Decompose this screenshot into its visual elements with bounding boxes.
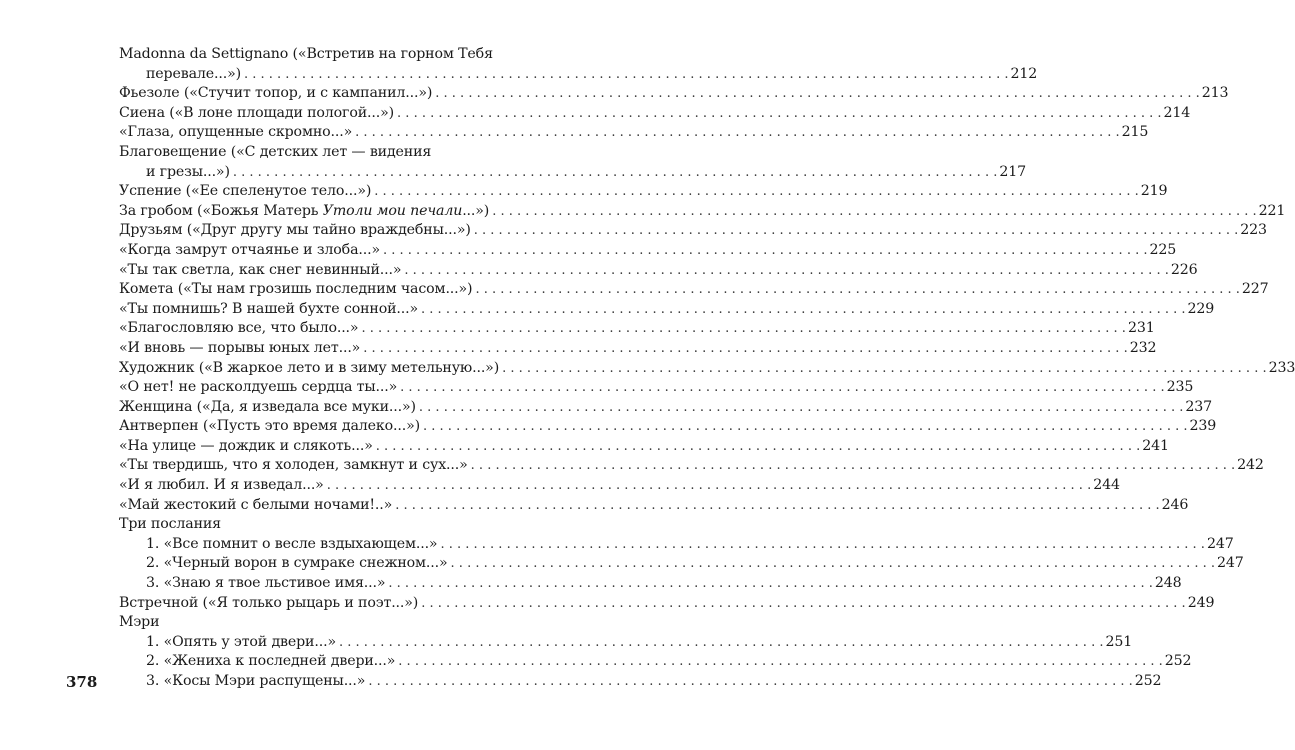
toc-entry-title: Антверпен («Пусть это время далеко...»): [119, 418, 421, 435]
toc-entry: [119, 65, 1038, 85]
toc-subentry: [119, 652, 1192, 672]
toc-entry-title: Комета («Ты нам грозишь последним часом...»): [119, 281, 473, 298]
toc-entry-title: перевале...»): [146, 65, 241, 82]
toc-entry: [119, 163, 1026, 183]
toc-subentry: [119, 535, 1234, 555]
toc-entry-title: «Ты так светла, как снег невинный...»: [119, 261, 402, 278]
toc-entry: [119, 104, 1191, 124]
table-of-contents: [119, 45, 1295, 692]
dot-leader: [404, 261, 1168, 281]
toc-page-number: 221: [1258, 202, 1286, 219]
dot-leader: [361, 319, 1125, 339]
toc-page-number: 217: [999, 163, 1026, 180]
dot-leader: [383, 241, 1147, 261]
toc-page-number: 241: [1142, 437, 1169, 454]
toc-page-number: 212: [1010, 65, 1038, 82]
dot-leader: [435, 84, 1199, 104]
toc-page-number: 231: [1127, 320, 1155, 337]
toc-entry-title: и грезы...»): [146, 163, 230, 180]
toc-page-number: 214: [1163, 104, 1191, 121]
toc-entry-line1: Благовещение («С детских лет — видения: [119, 143, 432, 160]
toc-page-number: 225: [1149, 241, 1177, 258]
toc-entry: [119, 300, 1215, 320]
dot-leader: [400, 378, 1164, 398]
toc-entry: [119, 84, 1229, 104]
dot-leader: [440, 535, 1204, 555]
toc-page-number: 249: [1187, 594, 1215, 611]
toc-entry-title: «Благословляю все, что было...»: [119, 320, 359, 337]
toc-page-number: 233: [1268, 359, 1295, 376]
toc-entry: [119, 280, 1269, 300]
toc-page-number: 223: [1240, 222, 1267, 239]
dot-leader: [397, 104, 1161, 124]
toc-entry-line1: Madonna da Settignano («Встретив на горном Тебя: [119, 46, 493, 62]
dot-leader: [423, 417, 1187, 437]
toc-subentry: [119, 574, 1182, 594]
section-heading: Три послания: [119, 516, 221, 533]
toc-entry-title: «Когда замрут отчаянье и злоба...»: [119, 241, 380, 258]
toc-entry-title: 3. «Косы Мэри распущены...»: [146, 673, 366, 689]
toc-page-number: 244: [1093, 477, 1120, 494]
toc-page-number: 229: [1187, 300, 1215, 317]
toc-page-number: 227: [1241, 281, 1269, 298]
toc-entry: [119, 496, 1189, 516]
toc-entry-title: [119, 202, 492, 222]
toc-page-number: 213: [1201, 85, 1229, 102]
toc-page-number: 247: [1206, 535, 1234, 552]
toc-entry: [119, 456, 1264, 476]
dot-leader: [244, 65, 1008, 85]
dot-leader: [492, 202, 1256, 222]
toc-entry: [119, 123, 1149, 143]
dot-leader: [421, 594, 1185, 614]
toc-subentry: [119, 672, 1162, 692]
title-part: ...»): [462, 202, 490, 219]
toc-entry: [119, 594, 1215, 614]
toc-entry-title: «Ты помнишь? В нашей бухте сонной...»: [119, 300, 419, 317]
title-part: За гробом («Божья Матерь: [119, 202, 323, 219]
toc-entry-title: 2. «Черный ворон в сумраке снежном...»: [146, 555, 448, 572]
toc-entry-title: «Глаза, опущенные скромно...»: [119, 124, 353, 141]
dot-leader: [395, 496, 1159, 516]
toc-entry: [119, 202, 1286, 222]
toc-entry-title: Женщина («Да, я изведала все муки...»): [119, 398, 416, 415]
toc-page-number: 232: [1129, 339, 1157, 356]
dot-leader: [451, 554, 1215, 574]
toc-entry-title: Сиена («В лоне площади пологой...»): [119, 104, 395, 121]
toc-page-number: 219: [1140, 183, 1168, 200]
toc-entry-title: Художник («В жаркое лето и в зиму метельную...»): [119, 359, 500, 376]
dot-leader: [376, 437, 1140, 457]
dot-leader: [355, 123, 1119, 143]
toc-entry: [119, 398, 1213, 418]
dot-leader: [421, 300, 1185, 320]
dot-leader: [374, 182, 1138, 202]
toc-entry: [119, 319, 1155, 339]
toc-entry-title: 1. «Все помнит о весле вздыхающем...»: [146, 535, 438, 552]
toc-page-number: 252: [1164, 653, 1192, 670]
toc-page-number: 246: [1161, 496, 1189, 513]
dot-leader: [388, 574, 1152, 594]
toc-page-number: 239: [1189, 418, 1217, 435]
dot-leader: [474, 221, 1238, 241]
toc-entry-title: «На улице — дождик и слякоть...»: [119, 437, 373, 454]
toc-entry: [119, 241, 1177, 261]
toc-subentry: [119, 554, 1244, 574]
dot-leader: [419, 398, 1183, 418]
toc-page-number: 247: [1217, 555, 1244, 572]
toc-entry-title: Фьезоле («Стучит топор, и с кампанил...»): [119, 85, 433, 102]
toc-entry-title: 2. «Жениха к последней двери...»: [146, 653, 396, 670]
dot-leader: [363, 339, 1127, 359]
section-heading: Мэри: [119, 614, 160, 631]
toc-subentry: [119, 633, 1133, 653]
toc-entry-title: 3. «Знаю я твое льстивое имя...»: [146, 575, 386, 592]
dot-leader: [368, 672, 1132, 692]
toc-entry-title: «О нет! не расколдуешь сердца ты...»: [119, 379, 398, 396]
toc-entry: [119, 339, 1157, 359]
toc-page-number: 252: [1134, 673, 1162, 689]
toc-entry-title: «И вновь — порывы юных лет...»: [119, 339, 361, 356]
toc-entry: [119, 261, 1198, 281]
dot-leader: [502, 359, 1266, 379]
dot-leader: [327, 476, 1091, 496]
dot-leader: [475, 280, 1239, 300]
toc-page-number: 237: [1185, 398, 1213, 415]
dot-leader: [471, 456, 1235, 476]
toc-entry-title: Друзьям («Друг другу мы тайно враждебны...»): [119, 222, 471, 239]
toc-page-number: 235: [1166, 379, 1194, 396]
toc-entry: [119, 221, 1267, 241]
toc-entry: [119, 182, 1168, 202]
dot-leader: [398, 652, 1162, 672]
dot-leader: [339, 633, 1103, 653]
toc-entry: [119, 476, 1120, 496]
toc-page-number: 215: [1121, 124, 1149, 141]
toc-entry-title: 1. «Опять у этой двери...»: [146, 633, 336, 650]
toc-entry: [119, 437, 1169, 457]
toc-page-number: 251: [1105, 633, 1133, 650]
toc-entry: [119, 378, 1194, 398]
toc-entry-title: «И я любил. И я изведал...»: [119, 477, 324, 494]
toc-entry-title: Успение («Ее спеленутое тело...»): [119, 183, 372, 200]
toc-entry-title: «Май жестокий с белыми ночами!..»: [119, 496, 393, 513]
toc-entry-title: «Ты твердишь, что я холоден, замкнут и сух...»: [119, 457, 468, 474]
toc-entry: [119, 359, 1295, 379]
toc-page-number: 226: [1170, 261, 1198, 278]
toc-page-number: 242: [1237, 457, 1264, 474]
page-number: 378: [66, 673, 98, 691]
dot-leader: [233, 163, 997, 183]
toc-entry-title: Встречной («Я только рыцарь и поэт...»): [119, 594, 419, 611]
title-italic-part: Утоли мои печали: [322, 202, 463, 219]
toc-entry: [119, 417, 1217, 437]
toc-page-number: 248: [1154, 575, 1182, 592]
